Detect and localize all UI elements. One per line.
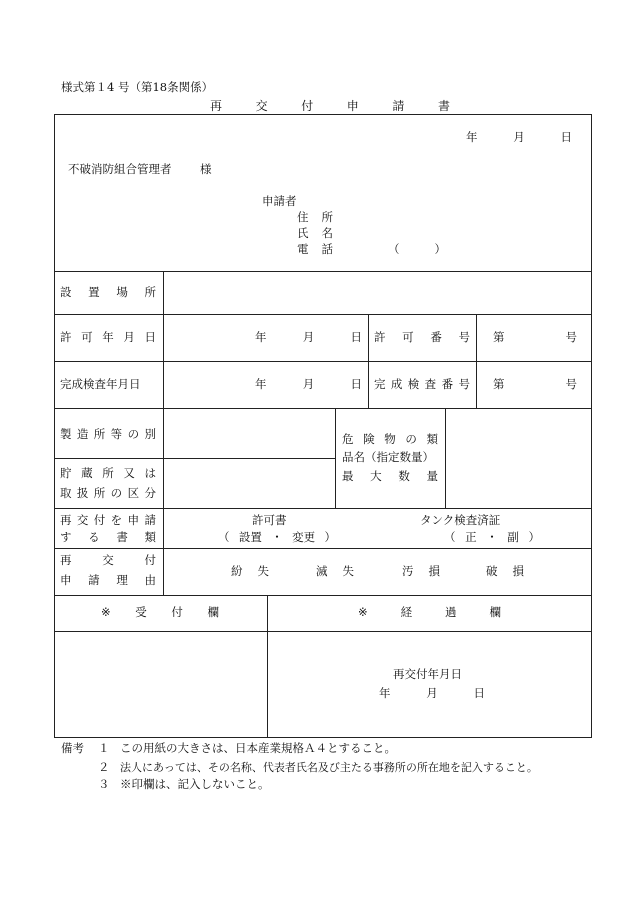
inspection-date-units: 年 月 日 (255, 377, 362, 391)
hazard-label-2: 品名（指定数量） (342, 450, 434, 464)
location-label: 設 置 場 所 (60, 285, 156, 299)
honorific: 様 (200, 162, 212, 176)
form-id: 様式第１4 号（第18条関係） (61, 80, 214, 94)
applicant-address-label: 住 所 (297, 210, 333, 224)
note-3-number: ３ (98, 777, 110, 791)
facility-class-label-2: 取 扱 所 の 区 分 (60, 486, 156, 500)
reason-label-2: 申 請 理 由 (60, 573, 156, 587)
hazard-label-3: 最 大 数 量 (342, 469, 438, 483)
tank-document-options: （ 正 ・ 副 ） (444, 530, 540, 544)
tank-document-label: タンク検査済証 (420, 513, 501, 527)
documents-label-1: 再 交 付 を 申 請 (60, 513, 156, 527)
form-frame (54, 114, 592, 738)
reason-lost: 紛 失 (231, 564, 269, 578)
facility-class-label-1: 貯 蔵 所 又 は (60, 466, 156, 480)
applicant-label: 申請者 (262, 194, 297, 208)
reissue-date-label: 再交付年月日 (393, 667, 462, 681)
reason-damaged: 破 損 (486, 564, 524, 578)
permit-number-units: 第 号 (493, 330, 577, 344)
note-1-number: １ (98, 741, 110, 755)
inspection-number-label: 完 成 検 査 番 号 (374, 377, 470, 391)
header-date: 年 月 日 (466, 130, 572, 144)
applicant-phone-parens: （ ） (388, 242, 446, 256)
reason-label-1: 再 交 付 (60, 553, 156, 567)
form-title: 再 交 付 申 請 書 (210, 99, 450, 113)
permit-date-label: 許 可 年 月 日 (60, 330, 156, 344)
note-1-text: この用紙の大きさは、日本産業規格Ａ４とすること。 (120, 741, 396, 755)
hazard-label-1: 危 険 物 の 類 (342, 432, 438, 446)
applicant-phone-label: 電 話 (297, 242, 333, 256)
notes-heading: 備考 (61, 741, 84, 755)
reissue-date-units: 年 月 日 (379, 686, 485, 700)
facility-type-label: 製 造 所 等 の 別 (60, 427, 156, 441)
permit-number-label: 許 可 番 号 (374, 330, 470, 344)
reception-header: ※ 受 付 欄 (101, 605, 219, 619)
reason-soiled: 汚 損 (402, 564, 440, 578)
note-2-text: 法人にあっては、その名称、代表者氏名及び主たる事務所の所在地を記入すること。 (120, 761, 538, 774)
permit-document-options: （ 設置 ・ 変更 ） (218, 530, 336, 544)
inspection-date-label: 完成検査年月日 (60, 377, 141, 391)
note-2-number: ２ (98, 760, 110, 774)
addressee: 不破消防組合管理者 (68, 162, 172, 176)
documents-label-2: す る 書 類 (60, 530, 156, 544)
permit-document-label: 許可書 (252, 513, 287, 527)
applicant-name-label: 氏 名 (297, 226, 333, 240)
progress-header: ※ 経 過 欄 (358, 605, 501, 619)
inspection-number-units: 第 号 (493, 377, 577, 391)
permit-date-units: 年 月 日 (255, 330, 362, 344)
reason-destroyed: 滅 失 (316, 564, 354, 578)
note-3-text: ※印欄は、記入しないこと。 (120, 777, 270, 791)
